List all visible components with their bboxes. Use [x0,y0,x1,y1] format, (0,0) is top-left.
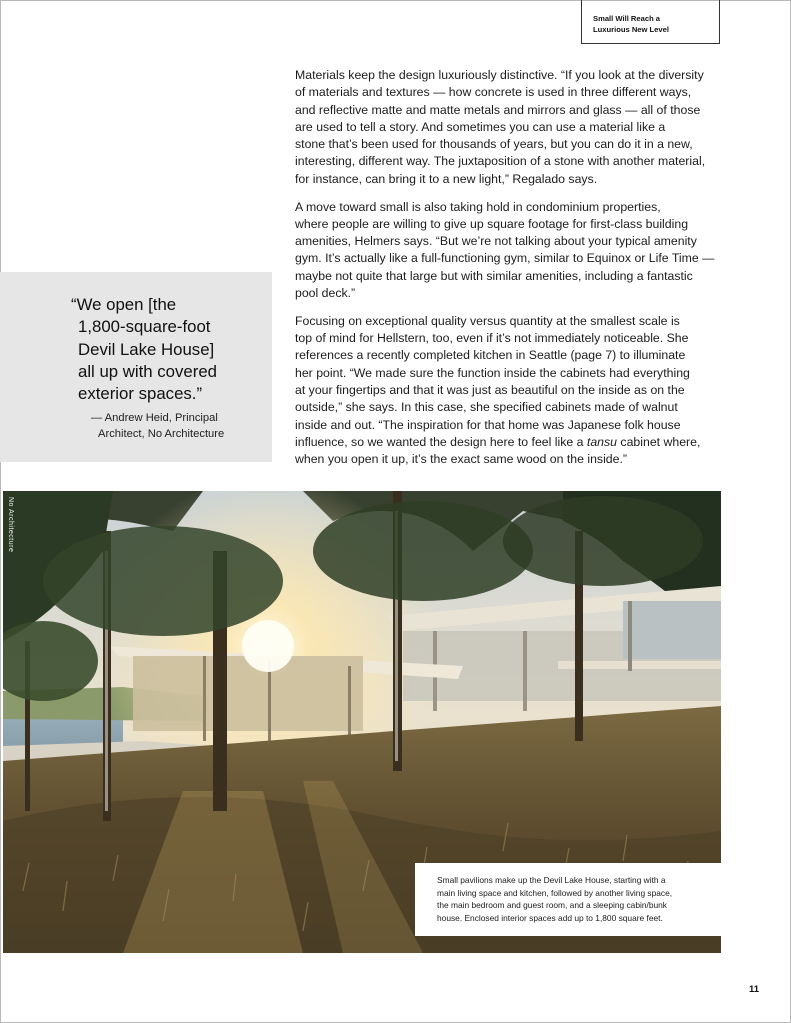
text-line: interesting, different way. The juxtaposition of a stone with another material, [295,154,706,169]
section-header-line1: Small Will Reach a [593,14,661,23]
attribution-line: — Andrew Heid, Principal [91,412,218,424]
pull-quote-text [71,294,217,405]
caption-line: Small pavilions make up the Devil Lake House, starting with a [437,875,666,885]
text-line: top of mind for Hellstern, too, even if it’s not immediately noticeable. She [295,331,689,346]
text-run: influence, so we wanted the design here to feel like a [295,434,587,449]
quote-line: “We open [the [71,295,177,314]
text-line: stone that’s been used for thousands of years, but you can do it in a new, [295,137,693,152]
text-line [295,434,720,451]
section-header-line2: Luxurious New Level [593,25,669,34]
text-line: maybe not quite that large but with similar amenities, including a fantastic [295,268,693,283]
text-line: outside,” she says. In this case, she specified cabinets made of walnut [295,400,678,415]
caption-line: house. Enclosed interior spaces add up to 1,800 square feet. [437,912,663,923]
text-line: at your fingertips and that it was just as beautiful on the inside as on the [295,383,685,398]
text-line: are used to tell a story. And sometimes you can use a material like a [295,119,666,134]
article-body [295,67,720,479]
text-line: and reflective matte and matte metals and mirrors and glass — all of those [295,102,701,117]
tansu-italic: tansu [586,434,617,449]
text-line: gym. It’s actually like a full-functioning gym, similar to Equinox or Life Time — [295,251,715,266]
caption-line: the main bedroom and guest room, and a sleeping cabin/bunk [437,900,667,911]
quote-line: Devil Lake House] [78,339,215,359]
text-line: pool deck.” [295,286,356,301]
quote-line: exterior spaces.” [78,384,203,404]
text-line: where people are willing to give up square footage for first-class building [295,216,689,231]
paragraph-materials [295,67,720,188]
quote-line: 1,800-square-foot [78,317,211,337]
text-line: amenities, Helmers says. “But we’re not talking about your typical amenity [295,234,697,249]
page-number: 11 [749,984,760,995]
pull-quote-box [0,272,272,462]
text-line: of materials and textures — how concrete is used in three different ways, [295,85,692,100]
text-line: A move toward small is also taking hold in condominium properties, [295,199,661,214]
attribution-line: Architect, No Architecture [98,427,225,440]
text-run: cabinet where, [617,434,701,449]
photo-caption [415,863,721,936]
text-line: Focusing on exceptional quality versus quantity at the smallest scale is [295,313,680,328]
caption-line: main living space and kitchen, followed by another living space, [437,887,673,898]
text-line: when you open it up, it’s the exact same wood on the inside.” [295,452,627,467]
text-line: her point. “We made sure the function inside the cabinets had everything [295,365,690,380]
photo-credit: No Architecture [7,497,14,553]
text-line: references a recently completed kitchen in Seattle (page 7) to illuminate [295,348,686,363]
quote-line: all up with covered [78,361,217,381]
section-header-tab [581,0,720,44]
text-line: inside and out. “The inspiration for that home was Japanese folk house [295,417,681,432]
paragraph-quality [295,313,720,469]
pull-quote-attribution [91,411,224,442]
text-line: Materials keep the design luxuriously distinctive. “If you look at the diversity [295,68,704,82]
text-line: for instance, can bring it to a new light,” Regalado says. [295,171,598,186]
paragraph-condominium [295,199,720,303]
